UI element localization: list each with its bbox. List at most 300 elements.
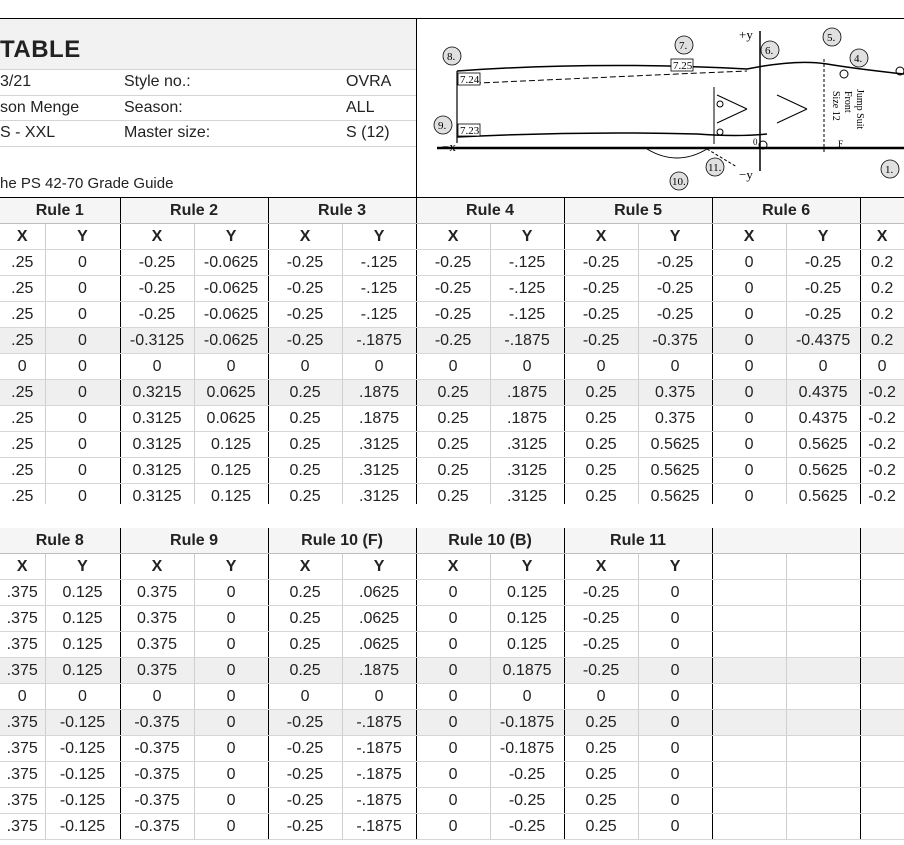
top-cell: .1875 [490, 406, 564, 432]
bottom-cell: 0.375 [120, 580, 194, 606]
top-cell: 0 [45, 406, 120, 432]
bottom-cell [786, 658, 860, 684]
bottom-cell: 0 [268, 684, 342, 710]
bottom-cell: 0.25 [564, 736, 638, 762]
top-cell: -0.2 [860, 484, 904, 510]
top-axis-header: Y [45, 224, 120, 250]
top-cell: 0.5625 [638, 432, 712, 458]
top-cell: -.125 [490, 250, 564, 276]
top-cell: -0.2 [860, 432, 904, 458]
bottom-cell [712, 606, 786, 632]
top-cell: 0 [712, 354, 786, 380]
bottom-cell [786, 788, 860, 814]
bottom-cell: 0 [564, 684, 638, 710]
bottom-row [0, 710, 904, 736]
bottom-cell: 0 [638, 658, 712, 684]
top-cell: -0.25 [786, 250, 860, 276]
bottom-cell: -0.375 [120, 710, 194, 736]
bottom-cell: 0.25 [564, 710, 638, 736]
top-cell: -0.25 [564, 302, 638, 328]
top-cell: 0 [712, 276, 786, 302]
top-cell: -0.25 [120, 276, 194, 302]
top-cell: .3125 [490, 432, 564, 458]
bottom-cell: 0 [194, 710, 268, 736]
bottom-cell: .375 [0, 710, 45, 736]
bottom-cell: 0.25 [564, 814, 638, 840]
designer-value: son Menge [0, 99, 80, 116]
bottom-cell [786, 814, 860, 840]
top-cell: 0.25 [268, 406, 342, 432]
top-cell: 0.375 [638, 380, 712, 406]
top-axis-header: Y [194, 224, 268, 250]
top-cell: -0.4375 [786, 328, 860, 354]
bottom-axis-header: X [120, 554, 194, 580]
label-7-25: 7.25 [673, 60, 693, 72]
bottom-cell: -0.25 [564, 632, 638, 658]
bottom-rule-header: Rule 9 [120, 528, 268, 554]
bottom-cell: -.1875 [342, 788, 416, 814]
bottom-cell: -0.25 [268, 736, 342, 762]
bottom-cell [712, 632, 786, 658]
bottom-row [0, 580, 904, 606]
marker-5: 5. [827, 32, 836, 44]
bottom-cell [786, 736, 860, 762]
top-cell: 0.25 [564, 484, 638, 510]
top-cell: 0.0625 [194, 406, 268, 432]
bottom-cell: -0.125 [45, 814, 120, 840]
label-zero: 0 [753, 137, 758, 147]
label-7-24: 7.24 [460, 74, 480, 86]
page-title: TABLE [0, 36, 81, 63]
bottom-cell: 0 [638, 736, 712, 762]
top-cell: 0 [712, 380, 786, 406]
bottom-rule-header: Rule 11 [564, 528, 712, 554]
bottom-cell: 0 [638, 580, 712, 606]
top-cell: 0 [712, 432, 786, 458]
bottom-cell: 0 [416, 684, 490, 710]
bottom-cell: 0.125 [45, 632, 120, 658]
top-cell: 0 [268, 354, 342, 380]
top-rule-header: Rule 6 [712, 198, 860, 224]
top-cell: 0 [712, 484, 786, 510]
bottom-cell: 0.125 [490, 632, 564, 658]
top-cell: -0.25 [268, 328, 342, 354]
top-rule-header [860, 198, 904, 224]
bottom-cell: -0.1875 [490, 710, 564, 736]
top-cell: -0.25 [564, 328, 638, 354]
top-cell: 0 [194, 354, 268, 380]
marker-11: 11. [708, 162, 722, 174]
top-cell: .25 [0, 250, 45, 276]
bottom-cell: -0.25 [490, 762, 564, 788]
bottom-cell: 0 [416, 814, 490, 840]
bottom-cell: 0.25 [268, 658, 342, 684]
bottom-row [0, 606, 904, 632]
top-cell: 0.25 [416, 432, 490, 458]
bottom-cell [786, 632, 860, 658]
bottom-cell: 0 [194, 632, 268, 658]
bottom-cell: 0 [194, 762, 268, 788]
label-minus-y: −y [739, 167, 753, 182]
top-cell: 0 [712, 328, 786, 354]
label-plus-y: +y [739, 27, 753, 42]
top-cell: 0 [490, 354, 564, 380]
bottom-cell: 0 [638, 684, 712, 710]
bottom-cell [860, 658, 904, 684]
bottom-cell [712, 736, 786, 762]
bottom-cell: .375 [0, 580, 45, 606]
top-cell: -0.25 [416, 328, 490, 354]
top-cell: 0 [45, 250, 120, 276]
bottom-cell: 0 [638, 710, 712, 736]
bottom-cell: 0 [416, 710, 490, 736]
bottom-cell: -0.25 [268, 788, 342, 814]
top-cell: 0 [45, 276, 120, 302]
bottom-cell: .375 [0, 736, 45, 762]
top-cell: -0.25 [638, 302, 712, 328]
top-cell: 0.25 [268, 432, 342, 458]
top-rule-header: Rule 3 [268, 198, 416, 224]
top-row [0, 302, 904, 328]
top-cell: -0.0625 [194, 250, 268, 276]
top-row [0, 432, 904, 458]
label-jump-suit: Jump Suit [854, 89, 865, 130]
top-cell: .3125 [342, 458, 416, 484]
top-cell: -0.2 [860, 380, 904, 406]
bottom-axis-header: Y [490, 554, 564, 580]
bottom-cell: 0 [416, 788, 490, 814]
top-cell: 0 [45, 354, 120, 380]
bottom-cell: -0.375 [120, 814, 194, 840]
top-cell: -.125 [490, 276, 564, 302]
top-cell: 0.25 [416, 380, 490, 406]
top-cell: 0 [712, 250, 786, 276]
bottom-rule-header: Rule 10 (F) [268, 528, 416, 554]
bottom-cell: 0 [416, 632, 490, 658]
top-cell: 0.125 [194, 432, 268, 458]
grade-guide-note: he PS 42-70 Grade Guide [0, 175, 174, 192]
bottom-axis-header: Y [45, 554, 120, 580]
bottom-cell: 0 [194, 788, 268, 814]
bottom-cell: 0 [194, 814, 268, 840]
bottom-cell: -0.25 [490, 788, 564, 814]
top-cell: -.125 [342, 250, 416, 276]
bottom-cell: .375 [0, 658, 45, 684]
top-cell: -.1875 [490, 328, 564, 354]
bottom-row [0, 788, 904, 814]
bottom-cell: 0.125 [45, 606, 120, 632]
top-cell: -0.25 [786, 302, 860, 328]
top-cell: .3125 [342, 484, 416, 510]
top-cell: 0.25 [268, 484, 342, 510]
top-cell: 0.5625 [786, 484, 860, 510]
marker-7: 7. [679, 40, 688, 52]
bottom-cell: 0 [0, 684, 45, 710]
bottom-axis-header: Y [342, 554, 416, 580]
bottom-cell: 0 [416, 658, 490, 684]
top-cell: -0.25 [120, 302, 194, 328]
top-cell: .25 [0, 406, 45, 432]
top-cell: 0.3125 [120, 406, 194, 432]
top-cell: 0.5625 [638, 458, 712, 484]
top-row [0, 380, 904, 406]
bottom-cell: -0.375 [120, 762, 194, 788]
bottom-axis-header: Y [638, 554, 712, 580]
bottom-cell: 0 [416, 736, 490, 762]
bottom-cell: .375 [0, 632, 45, 658]
top-cell: 0.0625 [194, 380, 268, 406]
top-cell: .25 [0, 458, 45, 484]
bottom-cell [712, 814, 786, 840]
bottom-row [0, 658, 904, 684]
bottom-cell [786, 762, 860, 788]
bottom-row [0, 736, 904, 762]
bottom-cell: 0 [342, 684, 416, 710]
bottom-cell: 0.125 [45, 658, 120, 684]
bottom-cell: 0 [194, 684, 268, 710]
top-cell: 0.25 [416, 484, 490, 510]
bottom-row [0, 632, 904, 658]
bottom-cell: -0.375 [120, 788, 194, 814]
bottom-cell: 0 [638, 788, 712, 814]
top-cell: .25 [0, 380, 45, 406]
bottom-cell: -0.125 [45, 762, 120, 788]
top-cell: 0 [860, 354, 904, 380]
bottom-cell: .375 [0, 788, 45, 814]
top-row [0, 328, 904, 354]
bottom-cell [786, 580, 860, 606]
top-cell: .3125 [490, 484, 564, 510]
top-cell: .1875 [342, 380, 416, 406]
marker-10: 10. [672, 176, 686, 188]
bottom-cell: 0.375 [120, 658, 194, 684]
bottom-cell: -.1875 [342, 710, 416, 736]
bottom-cell: -0.375 [120, 736, 194, 762]
bottom-cell: .1875 [342, 658, 416, 684]
bottom-cell: 0.125 [490, 606, 564, 632]
top-axis-header: X [416, 224, 490, 250]
top-cell: 0.3215 [120, 380, 194, 406]
season-value: ALL [346, 99, 375, 116]
bottom-cell [712, 762, 786, 788]
top-cell: 0 [786, 354, 860, 380]
top-cell: 0 [638, 354, 712, 380]
top-cell: 0.2 [860, 302, 904, 328]
top-cell: -0.25 [120, 250, 194, 276]
top-cell: 0.2 [860, 250, 904, 276]
top-cell: -0.0625 [194, 328, 268, 354]
top-cell: -0.25 [416, 250, 490, 276]
top-cell: 0.25 [268, 458, 342, 484]
label-fp: F [838, 139, 844, 149]
bottom-cell [786, 606, 860, 632]
top-cell: -0.25 [416, 302, 490, 328]
top-cell: -0.25 [268, 302, 342, 328]
bottom-cell: 0.125 [45, 580, 120, 606]
bottom-cell: 0.1875 [490, 658, 564, 684]
top-cell: -0.25 [564, 250, 638, 276]
top-cell: .1875 [490, 380, 564, 406]
top-cell: 0.25 [564, 380, 638, 406]
top-cell: .3125 [490, 458, 564, 484]
bottom-cell: 0 [416, 580, 490, 606]
bottom-cell: -0.1875 [490, 736, 564, 762]
bottom-cell: 0.375 [120, 606, 194, 632]
bottom-cell: 0.25 [268, 580, 342, 606]
style-value: OVRA [346, 73, 392, 90]
bottom-cell: -0.125 [45, 736, 120, 762]
bottom-cell: 0 [194, 580, 268, 606]
bottom-cell: 0 [120, 684, 194, 710]
top-axis-header: Y [638, 224, 712, 250]
bottom-cell [712, 580, 786, 606]
top-cell: .25 [0, 484, 45, 510]
top-cell: 0 [45, 380, 120, 406]
top-cell: 0 [45, 432, 120, 458]
bottom-axis-header: Y [194, 554, 268, 580]
bottom-cell: 0 [638, 762, 712, 788]
bottom-cell [860, 606, 904, 632]
bottom-cell: .375 [0, 606, 45, 632]
bottom-cell [712, 788, 786, 814]
bottom-cell: 0 [194, 658, 268, 684]
top-cell: -0.25 [268, 250, 342, 276]
top-grade-table [0, 198, 904, 510]
top-cell: .25 [0, 432, 45, 458]
bottom-cell: .0625 [342, 606, 416, 632]
bottom-cell [712, 684, 786, 710]
top-axis-header: X [268, 224, 342, 250]
top-row [0, 458, 904, 484]
bottom-cell: -0.25 [564, 580, 638, 606]
top-cell: 0.3125 [120, 432, 194, 458]
bottom-cell: -.1875 [342, 736, 416, 762]
bottom-row [0, 814, 904, 840]
bottom-cell: .0625 [342, 580, 416, 606]
season-label: Season: [124, 99, 183, 116]
bottom-cell [860, 788, 904, 814]
bottom-cell: 0 [638, 606, 712, 632]
bottom-cell: 0.25 [564, 788, 638, 814]
top-cell: 0 [45, 458, 120, 484]
top-cell: 0.3125 [120, 484, 194, 510]
top-rule-header: Rule 4 [416, 198, 564, 224]
marker-1: 1. [885, 164, 894, 176]
top-row [0, 276, 904, 302]
top-cell: 0.4375 [786, 406, 860, 432]
bottom-axis-header: X [268, 554, 342, 580]
top-cell: -0.25 [416, 276, 490, 302]
top-cell: 0.5625 [786, 458, 860, 484]
top-cell: -0.0625 [194, 276, 268, 302]
bottom-axis-header: X [564, 554, 638, 580]
top-cell: 0.4375 [786, 380, 860, 406]
top-cell: .25 [0, 328, 45, 354]
bottom-cell: 0.25 [564, 762, 638, 788]
bottom-cell [786, 710, 860, 736]
top-cell: 0.25 [416, 406, 490, 432]
bottom-cell: -0.25 [268, 710, 342, 736]
bottom-cell [860, 710, 904, 736]
top-cell: .1875 [342, 406, 416, 432]
date-value: 3/21 [0, 73, 32, 90]
bottom-rule-header: Rule 8 [0, 528, 120, 554]
bottom-cell: 0 [194, 736, 268, 762]
bottom-grade-table [0, 528, 904, 840]
bottom-cell: -0.25 [268, 814, 342, 840]
top-cell: -0.2 [860, 406, 904, 432]
top-axis-header: X [860, 224, 904, 250]
bottom-axis-header: X [0, 554, 45, 580]
marker-4: 4. [854, 53, 863, 65]
size-range-value: S - XXL [0, 124, 56, 141]
label-minus-x: −x [442, 139, 456, 154]
top-cell: 0 [0, 354, 45, 380]
bottom-axis-header [712, 554, 786, 580]
top-cell: -.1875 [342, 328, 416, 354]
top-cell: 0.5625 [786, 432, 860, 458]
top-rule-header: Rule 5 [564, 198, 712, 224]
bottom-cell: 0.25 [268, 606, 342, 632]
bottom-cell: 0 [638, 632, 712, 658]
top-cell: .25 [0, 302, 45, 328]
bottom-cell [860, 632, 904, 658]
bottom-cell [860, 814, 904, 840]
bottom-axis-header [860, 554, 904, 580]
top-cell: 0.25 [564, 406, 638, 432]
top-cell: .25 [0, 276, 45, 302]
top-cell: 0.2 [860, 276, 904, 302]
bottom-cell: 0 [194, 606, 268, 632]
label-front: Front [842, 91, 853, 113]
bottom-cell [860, 580, 904, 606]
top-axis-header: X [0, 224, 45, 250]
bottom-cell: 0 [416, 762, 490, 788]
top-rule-header: Rule 2 [120, 198, 268, 224]
marker-8: 8. [447, 51, 456, 63]
label-size-12: Size 12 [830, 91, 841, 121]
top-cell: 0 [564, 354, 638, 380]
bottom-cell: 0.25 [268, 632, 342, 658]
top-axis-header: X [120, 224, 194, 250]
top-cell: -0.375 [638, 328, 712, 354]
bottom-cell [712, 658, 786, 684]
bottom-cell: -0.25 [268, 762, 342, 788]
bottom-rule-header [860, 528, 904, 554]
bottom-cell [860, 736, 904, 762]
top-cell: -.125 [342, 302, 416, 328]
bottom-axis-header: X [416, 554, 490, 580]
top-cell: 0 [45, 328, 120, 354]
top-cell: 0.25 [416, 458, 490, 484]
bottom-cell: -0.25 [564, 606, 638, 632]
bottom-cell: 0 [416, 606, 490, 632]
bottom-axis-header [786, 554, 860, 580]
bottom-cell: -0.25 [564, 658, 638, 684]
top-cell: 0.3125 [120, 458, 194, 484]
top-cell: -.125 [342, 276, 416, 302]
top-cell: 0 [45, 484, 120, 510]
bottom-cell [712, 710, 786, 736]
bottom-cell: 0 [638, 814, 712, 840]
top-cell: 0 [416, 354, 490, 380]
top-axis-header: X [712, 224, 786, 250]
top-axis-header: Y [786, 224, 860, 250]
top-axis-header: Y [490, 224, 564, 250]
bottom-cell: .0625 [342, 632, 416, 658]
bottom-cell: -0.125 [45, 788, 120, 814]
top-cell: -0.25 [638, 250, 712, 276]
